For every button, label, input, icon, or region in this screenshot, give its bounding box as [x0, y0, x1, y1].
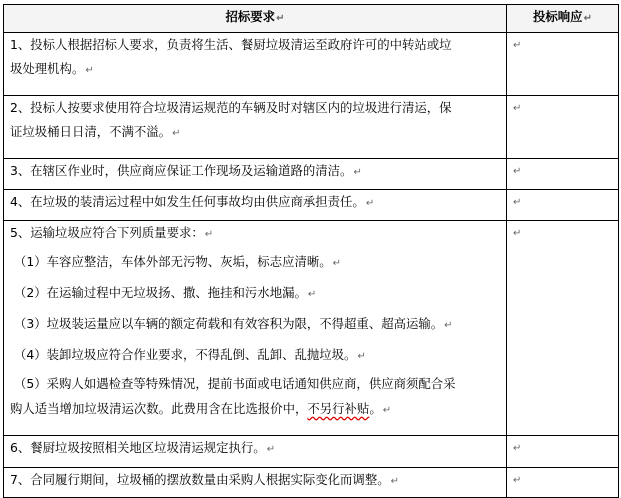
- sub-item-text: （4）装卸垃圾应符合作业要求，不得乱倒、乱卸、乱抛垃圾。: [14, 347, 357, 362]
- response-mark: ↵: [513, 443, 522, 454]
- requirement-text: 3、在辖区作业时，供应商应保证工作现场及运输道路的清洁。: [10, 163, 353, 178]
- paragraph-mark: ↵: [85, 65, 94, 76]
- table-row: [4, 33, 619, 96]
- requirement-text: 5、运输垃圾应符合下列质量要求：: [10, 225, 204, 240]
- paragraph-mark: ↵: [332, 258, 342, 269]
- sub-item-text: （2）在运输过程中无垃圾扬、撒、拖挂和污水地漏。: [14, 285, 307, 300]
- header-requirement: [4, 5, 507, 33]
- paragraph-mark: ↵: [204, 229, 214, 240]
- response-cell[interactable]: [507, 159, 619, 190]
- paragraph-mark: ↵: [357, 351, 366, 362]
- requirement-text-line: [10, 159, 500, 185]
- table-row: [4, 96, 619, 159]
- response-mark: ↵: [513, 103, 522, 114]
- response-cell[interactable]: [507, 190, 619, 221]
- response-cell[interactable]: [507, 436, 619, 468]
- header-response-label: 投标响应: [533, 9, 583, 24]
- paragraph-mark: ↵: [172, 128, 181, 139]
- requirement-text: 证垃圾桶日日清，不满不溢。: [10, 124, 172, 139]
- response-cell[interactable]: [507, 221, 619, 436]
- sub-item: [10, 278, 500, 309]
- requirement-text-line: [10, 190, 500, 216]
- requirement-text-line: [10, 468, 500, 494]
- sub-item-text: 。: [369, 401, 382, 416]
- sub-item-text: （1）车容应整洁，车体外部无污物、灰垢，标志应清晰。: [14, 254, 332, 269]
- requirement-cell: [4, 190, 507, 221]
- response-mark: ↵: [513, 228, 522, 239]
- requirement-text: 4、在垃圾的装清运过程中如发生任何事故均由供应商承担责任。: [10, 194, 365, 209]
- requirement-text: 6、餐厨垃圾按照相关地区垃圾清运规定执行。: [10, 440, 266, 455]
- sub-item-text: （5）采购人如遇检查等特殊情况，提前书面或电话通知供应商，供应商须配合采: [14, 376, 456, 391]
- response-cell[interactable]: [507, 33, 619, 96]
- response-cell[interactable]: [507, 96, 619, 159]
- requirement-cell: [4, 468, 507, 498]
- response-mark: ↵: [513, 475, 522, 486]
- paragraph-mark: ↵: [266, 444, 276, 455]
- header-response: [507, 5, 619, 33]
- requirement-text: 2、投标人按要求使用符合垃圾清运规范的车辆及时对辖区内的垃圾进行清运，保: [10, 100, 452, 115]
- requirement-cell: [4, 159, 507, 190]
- sub-item-text: （3）垃圾装运量应以车辆的额定荷载和有效容积为限，不得超重、超高运输。: [14, 316, 444, 331]
- requirement-text-line: [10, 436, 500, 462]
- requirement-text-line: [10, 221, 500, 247]
- requirement-cell: [4, 436, 507, 468]
- requirement-text: 7、合同履行期间，垃圾桶的摆放数量由采购人根据实际变化而调整。: [10, 472, 390, 487]
- paragraph-mark: ↵: [382, 405, 392, 416]
- paragraph-mark: ↵: [353, 167, 362, 178]
- requirement-text-line: [10, 120, 500, 146]
- requirement-cell: [4, 221, 507, 436]
- table-row: [4, 190, 619, 221]
- sub-item-continuation: [10, 397, 500, 423]
- paragraph-mark: ↵: [276, 13, 285, 24]
- requirement-text-line: [10, 57, 500, 83]
- response-mark: ↵: [513, 197, 522, 208]
- response-mark: ↵: [513, 40, 522, 51]
- response-cell[interactable]: [507, 468, 619, 498]
- requirement-cell: [4, 96, 507, 159]
- paragraph-mark: ↵: [390, 476, 399, 487]
- requirement-text: 圾处理机构。: [10, 61, 85, 76]
- header-requirement-label: 招标要求: [225, 9, 276, 24]
- paragraph-mark: ↵: [444, 320, 453, 331]
- paragraph-mark: ↵: [583, 13, 592, 24]
- sub-item: [10, 340, 500, 371]
- spellcheck-underlined-text: 不另行补贴: [307, 401, 370, 416]
- sub-item: [10, 309, 500, 340]
- paragraph-mark: ↵: [307, 289, 317, 300]
- bid-requirements-table: [3, 4, 619, 498]
- sub-item: [10, 371, 500, 397]
- paragraph-mark: ↵: [365, 198, 375, 209]
- sub-item-text: 购人适当增加垃圾清运次数。此费用含在比选报价中，: [10, 401, 308, 416]
- requirement-cell: [4, 33, 507, 96]
- requirement-text: 1、投标人根据招标人要求，负责将生活、餐厨垃圾清运至政府许可的中转站或垃: [10, 37, 452, 52]
- table-header-row: [4, 5, 619, 33]
- table-row: [4, 436, 619, 468]
- table-row: [4, 468, 619, 498]
- table-row: [4, 221, 619, 436]
- table-row: [4, 159, 619, 190]
- sub-item: [10, 247, 500, 278]
- response-mark: ↵: [513, 166, 522, 177]
